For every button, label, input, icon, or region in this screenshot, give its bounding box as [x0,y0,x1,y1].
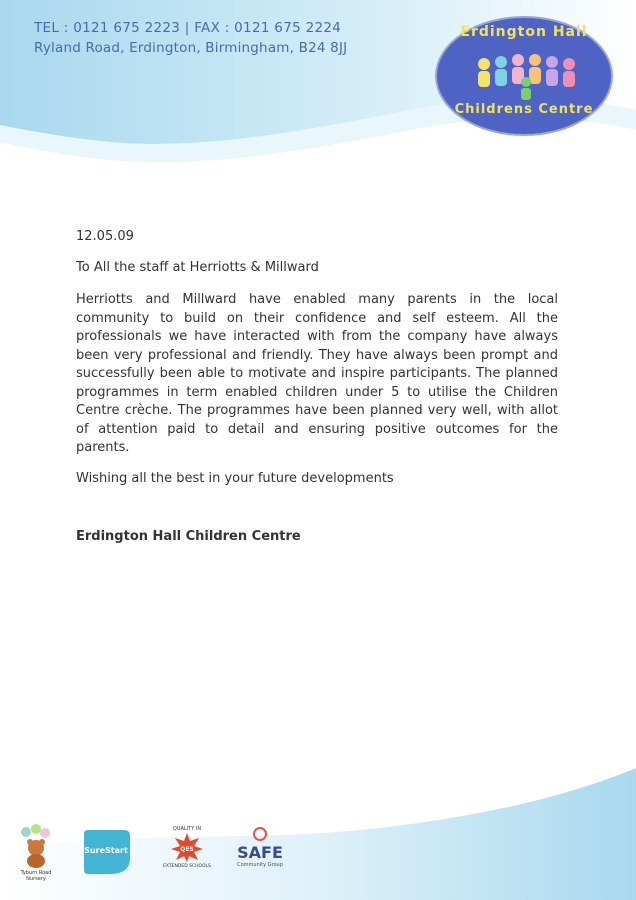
surestart-logo [80,828,132,878]
logo-subtitle: Childrens Centre [454,102,594,117]
qes-top-label: QUALITY IN [172,826,202,832]
letter-closing: Wishing all the best in your future developments [76,470,394,486]
safe-label: SAFE [237,843,283,862]
letter-body [76,228,558,547]
safe-logo [232,826,288,868]
tyburn-road-logo [14,824,58,882]
letter-salutation: To All the staff at Herriotts & Millward [76,259,319,275]
qes-bottom-label: EXTENDED SCHOOLS [163,864,211,869]
footer-logos [0,820,636,890]
logo-title: Erdington Hall [460,24,588,40]
letter-date: 12.05.09 [76,229,134,244]
safe-swirl-icon [250,826,270,842]
tel-fax-line: TEL : 0121 675 2223 | FAX : 0121 675 2224 [34,20,342,36]
surestart-label: SureStart [84,846,128,855]
safe-sub-label: Community Group [237,862,283,868]
address-line: Ryland Road, Erdington, Birmingham, B24 8JJ [34,40,348,56]
letter-paragraph: Herriotts and Millward have enabled many parents in the local community to build on their confidence and self esteem. All the professionals we have interacted with from the company have always been very professional and friendly. They have always been prompt and successfully been able to motivate and inspire participants. The planned programmes in term enabled children under 5 to utilise the Children Centre crèche. The programmes have been planned very well, with allot of attention paid to detail and ensuring positive outcomes for the parents. [76,292,558,455]
tyburn-road-label: Tyburn Road Nursery [20,870,52,882]
erdington-hall-logo [434,14,614,138]
letter-signature: Erdington Hall Children Centre [76,529,301,544]
qes-center-label: QES [180,846,194,853]
contact-block [34,20,347,56]
qes-logo [160,826,214,869]
teddy-bear-icon [16,824,56,868]
